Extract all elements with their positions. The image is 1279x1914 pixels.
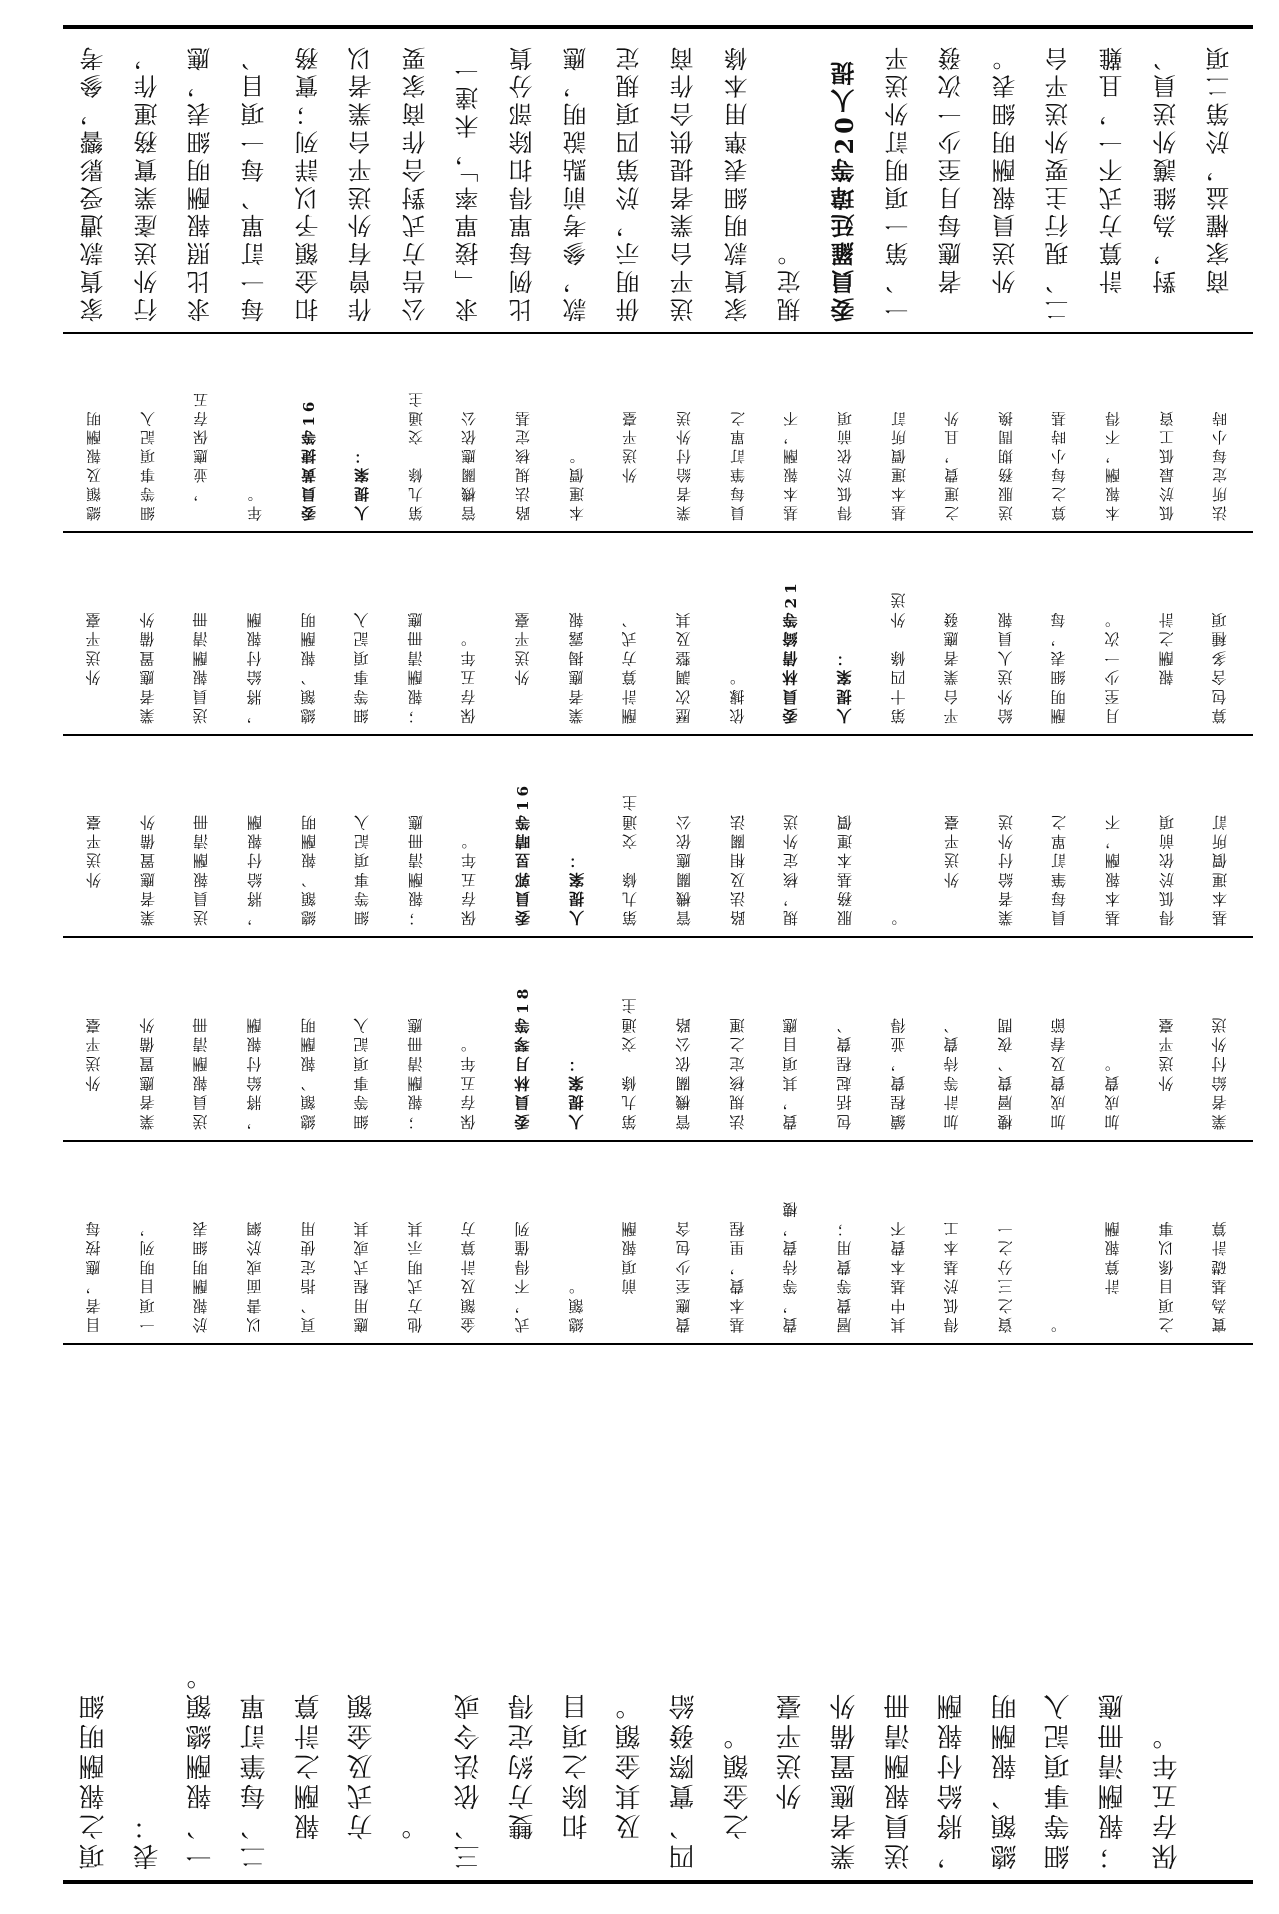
text-line: ，將給付報酬 [245,811,264,926]
text-line: 保存五年。 [460,830,479,926]
band-separator [63,734,1253,736]
text-line: 送員報酬清冊 [192,608,211,724]
text-line: 對，為維護外送員、 [1152,42,1181,295]
text-line: 委員郭昱晴等16 [514,781,533,926]
text-line: 併明示，於第四項規定 [616,42,645,322]
bottom-rule [63,1880,1253,1884]
text-line: 酬明細表，每 [1050,608,1069,724]
text-line: 。 [889,906,908,926]
text-line: 管機關應依公 [675,811,693,926]
top-rule [63,25,1253,29]
text-line: 費應至少包含 [675,1217,693,1333]
text-line: 求「接單率」，未達一 [455,54,484,322]
text-line: 續程費，並得 [889,1014,908,1130]
text-line: 規定。 [777,238,806,322]
text-line: 家貨款遭受影響，參考 [80,42,108,322]
text-line: 費，其項目應 [782,1014,801,1130]
text-line: 其中基本費不 [889,1217,908,1333]
text-line: 。 [400,1810,431,1870]
text-line: 給外送人員報 [996,608,1015,724]
text-line: 者應每月至少一次發 [938,42,967,295]
text-line: 算包含多種項 [1211,608,1230,724]
text-line: 計算方式不一，且難 [1099,42,1128,295]
text-line: 委員林月琴等18 [514,984,533,1130]
text-line: 基本運價所訂 [889,407,908,521]
text-line: ，將給付報酬 [245,1014,264,1130]
text-line: 送服務期間換 [996,407,1015,521]
text-line: 委員林倩綺等21 [782,579,801,724]
text-line: 應用程式或其 [353,1217,372,1333]
text-line: 總額。 [567,1275,586,1333]
text-line: 算之每小時基 [1050,407,1069,521]
text-line: 細等事項記入 [353,608,372,724]
text-line: 業者應置備外 [829,1690,860,1870]
text-line: 及其金額。 [615,1690,646,1870]
text-line: 得低於依前項 [835,407,854,521]
text-line: 低於最低工資 [1157,407,1176,521]
text-line: 項之報酬明細 [79,1690,109,1870]
text-line: 加計等待費、 [943,1014,962,1130]
text-line: 本報酬，不得 [1104,407,1123,521]
text-line: 業者應置備外 [138,1014,157,1130]
text-line: 依據。 [728,666,747,724]
text-line: 商家權益，於第二項 [1206,42,1235,295]
text-line: 細等事項記入 [353,811,372,926]
text-line: 細等事項記入 [353,1014,372,1130]
text-line: 扣金額予以詳列；實務 [294,42,323,322]
text-line: 保存五年。 [460,1033,479,1130]
text-line: 委員羅廷瑋等20人提 [830,57,859,322]
text-line: 服務基本運價 [835,811,854,926]
text-line: 作曾有外送平台業者以 [348,42,377,322]
text-line: 式，不得僅列 [514,1217,533,1333]
text-line: 他方式明示其 [406,1217,425,1333]
text-line: 報酬之計 [1157,608,1176,724]
text-line: 總額、報酬明 [299,1014,318,1130]
text-line: 前項報酬 [621,1217,640,1333]
text-line: 加成費及春節 [1050,1014,1069,1130]
text-line: 計算報酬 [1104,1217,1123,1333]
text-line: 保存五年。 [1151,1720,1182,1870]
text-line: 委員黃捷等16 [299,397,318,521]
text-line: 外送平臺 [1157,1014,1176,1130]
text-line: 業者應置備外 [138,811,157,926]
text-line: 員每筆訂單之 [728,407,747,521]
text-line: 人提案： [567,1052,586,1130]
text-line: 歷次調整及其 [675,608,693,724]
text-line: ；報酬清冊應 [1098,1690,1129,1870]
text-line: 基本報酬，不 [782,407,801,521]
text-line: 每一訂單、每一項目、 [240,42,269,322]
text-line: 頁、指定使用 [299,1217,318,1333]
text-line: ，將給付報酬 [245,608,264,724]
text-line: 細等事項記入 [138,407,157,521]
text-line: 資之三分之一 [996,1217,1015,1333]
text-line: 基本報酬，不 [1104,811,1123,926]
text-line: 基本運價所訂 [1211,811,1230,926]
text-line: 人提案： [353,445,372,521]
text-line: ，將給付報酬 [937,1690,968,1870]
text-line: 包括起程費、 [835,1014,854,1130]
text-line: 保存五年。 [460,627,479,724]
text-line: 人提案： [835,647,854,724]
band-separator [63,332,1253,334]
text-line: 平台業者應發 [943,608,962,724]
text-line: 外送平臺 [85,811,103,926]
text-line: 人提案： [567,849,586,926]
text-line: 一、報酬總額。 [186,1660,217,1870]
text-line: 行外送產業實務運作， [133,42,162,322]
text-line: 業者給付外送 [675,407,693,521]
text-line: 以書面或於網 [245,1217,264,1333]
text-line: 第九條 交通主 [406,388,425,521]
text-line: 得低於基本工 [943,1217,962,1333]
text-line: 第九條 交通主 [621,791,640,926]
text-line: 總額、報酬明 [299,608,318,724]
text-line: 管機關應依公 [460,407,479,521]
text-line: 年。 [245,483,264,521]
text-line: 第十四條 外送 [889,589,908,724]
text-line: 外送平臺 [85,608,103,724]
text-line: 月至少一次。 [1104,608,1123,724]
text-line: 雙方約定得 [508,1690,539,1870]
text-line: 外送平臺 [943,811,962,926]
text-line: 公告方式對合作商家要 [401,42,430,322]
text-line: 於報酬明細表 [192,1217,211,1333]
text-line: 方式及金額 [347,1690,378,1870]
text-line: 業者給付外送 [1211,1014,1230,1130]
text-line: 樓層費、夜間 [996,1014,1015,1130]
text-line: 法所定每小時 [1211,407,1230,521]
band-separator [63,1140,1253,1142]
text-line: 外送平臺 [514,608,533,724]
text-line: 二、每筆訂單 [239,1690,270,1870]
text-line: 外送平臺 [776,1690,807,1870]
text-line: 表： [132,1810,163,1870]
text-line: 四、實際發給 [669,1690,699,1870]
text-line: 送員報酬清冊 [883,1690,914,1870]
text-line: 業者應揭露報 [567,608,586,724]
text-line: 細等事項記入 [1044,1690,1075,1870]
text-line: 外送員報酬明細表。 [991,42,1020,322]
text-line: 之運費，且外 [943,407,962,521]
text-line: 外送平臺 [621,407,640,521]
text-line: 總額及報酬明 [85,407,103,521]
text-line: 之金額。 [722,1720,753,1870]
text-line: 之項目係以事 [1157,1217,1176,1333]
text-line: 目者，應按每 [85,1217,103,1333]
band-separator [63,936,1253,938]
text-line: 管機關依公路 [675,1014,693,1130]
text-line: 得低於依前項 [1157,811,1176,926]
text-line: 家貨款明細表準用本條 [723,42,752,322]
text-line: 業者應置備外 [138,608,157,724]
text-line: 法規核定之運 [728,1014,747,1130]
text-line: 本運價。 [567,445,586,521]
text-line: 業者給付外送 [996,811,1015,926]
text-line: 加成費。 [1104,1052,1123,1130]
text-line: 扣除之項目 [561,1690,592,1870]
text-line: 規，核定外送 [782,811,801,926]
text-line: 送員報酬清冊 [192,1014,211,1130]
text-line: 員每筆訂單之 [1050,811,1069,926]
text-line: 一、第一項明訂外送平 [884,42,913,322]
text-line: 總額、報酬明 [299,811,318,926]
text-line: 三、依法令或 [454,1690,485,1870]
text-line: 費，等待費，樓 [782,1198,801,1333]
text-line: 報酬之計算 [293,1690,324,1870]
text-line: 。 [1050,1313,1069,1333]
text-line: 總額、報酬明 [990,1690,1021,1870]
text-line: 路法規核定基 [514,407,533,521]
text-line: 送平台業者提供合作商 [670,42,698,322]
text-line: 路法及相關法 [728,811,747,926]
text-line: 送員報酬清冊 [192,811,211,926]
text-line: 外送平臺 [85,1014,103,1130]
text-line: 一項目明列， [138,1217,157,1333]
text-line: 實為基礎計算 [1211,1217,1230,1333]
text-line: 求比照報酬明細表，應 [187,42,216,322]
text-line: 層費等費用； [835,1217,854,1333]
text-line: 比例每單得扣除部分貨 [509,42,538,322]
band-separator [63,531,1253,533]
text-line: ；報酬清冊應 [406,1014,425,1130]
text-line: 第九條 交通主 [621,994,640,1130]
text-line: 金額及計算方 [460,1217,479,1333]
text-line: 款，參考前點說明，應 [562,42,591,322]
text-line: ，並應保存五 [192,388,211,521]
text-line: 二、現行主要外送平台 [1045,42,1074,322]
text-line: 酬計算方式、 [621,608,640,724]
text-line: 基本費，里程 [728,1217,747,1333]
text-line: ；報酬清冊應 [406,811,425,926]
text-line: ；報酬清冊應 [406,608,425,724]
band-separator [63,1343,1253,1345]
